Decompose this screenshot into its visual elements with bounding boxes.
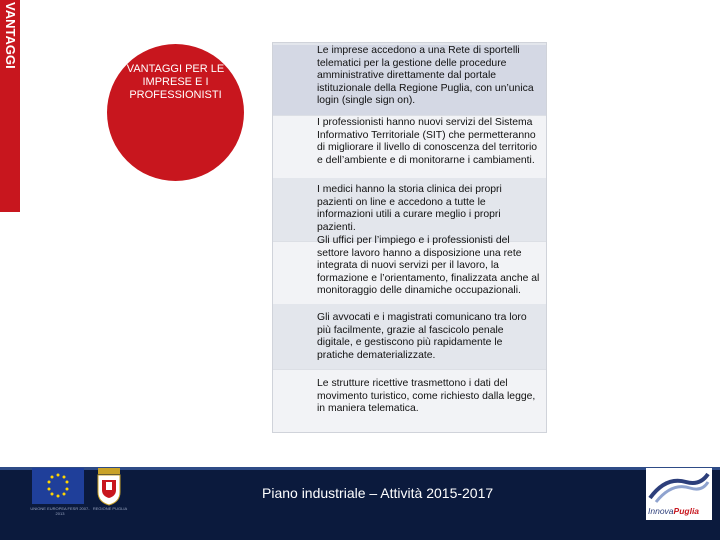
panel-item: Gli avvocati e i magistrati comunicano tra loro più facilmente, grazie al fascicolo penale digitale, e gestiscono più rapidamente le pratiche dematerializzate. <box>317 312 527 361</box>
benefits-circle <box>107 44 244 181</box>
regione-logo-caption: REGIONE PUGLIA <box>92 506 128 511</box>
regione-puglia-crest-icon <box>96 466 122 506</box>
panel-item: Le strutture ricettive trasmettono i dati del movimento turistico, come richiesto dalla legge, in maniera telematica. <box>317 378 536 415</box>
panel-item: I medici hanno la storia clinica dei propri pazienti on line e accedono a tutte le informazioni utili a curare meglio i propri pazienti. <box>317 184 502 233</box>
wordmark-puglia: Puglia <box>673 506 700 516</box>
circle-label: VANTAGGI PER LE IMPRESE E I PROFESSIONISTI <box>126 63 225 101</box>
eu-logo-caption: UNIONE EUROPEA FESR 2007-2013 <box>30 506 90 516</box>
innovapuglia-wordmark <box>648 506 708 516</box>
panel-item: Le imprese accedono a una Rete di sportelli telematici per la gestione delle procedure amministrative direttamente dal portale istituzionale della Regione Puglia, con un’unica login (single sign on). <box>273 45 546 115</box>
side-tab-label: VANTAGGI <box>3 2 18 69</box>
footer-title: Piano industriale – Attività 2015-2017 <box>262 485 494 501</box>
eu-flag-logo <box>32 468 84 504</box>
panel-item: I professionisti hanno nuovi servizi del Sistema Informativo Territoriale (SIT) che permetteranno di migliorare il livello di conoscenza del territorio e dell’ambiente e di monitorarne i cambiamenti. <box>317 117 538 166</box>
panel-item: Gli uffici per l’impiego e i professionisti del settore lavoro hanno a disposizione una rete integrata di nuovi servizi per il lavoro, la formazione e l’orientamento, finalizzata anche al monitoraggio delle dinamiche occupazionali. <box>317 235 540 297</box>
side-tab <box>0 0 20 212</box>
wordmark-innova: Innova <box>648 506 674 516</box>
benefits-panel <box>272 42 547 433</box>
